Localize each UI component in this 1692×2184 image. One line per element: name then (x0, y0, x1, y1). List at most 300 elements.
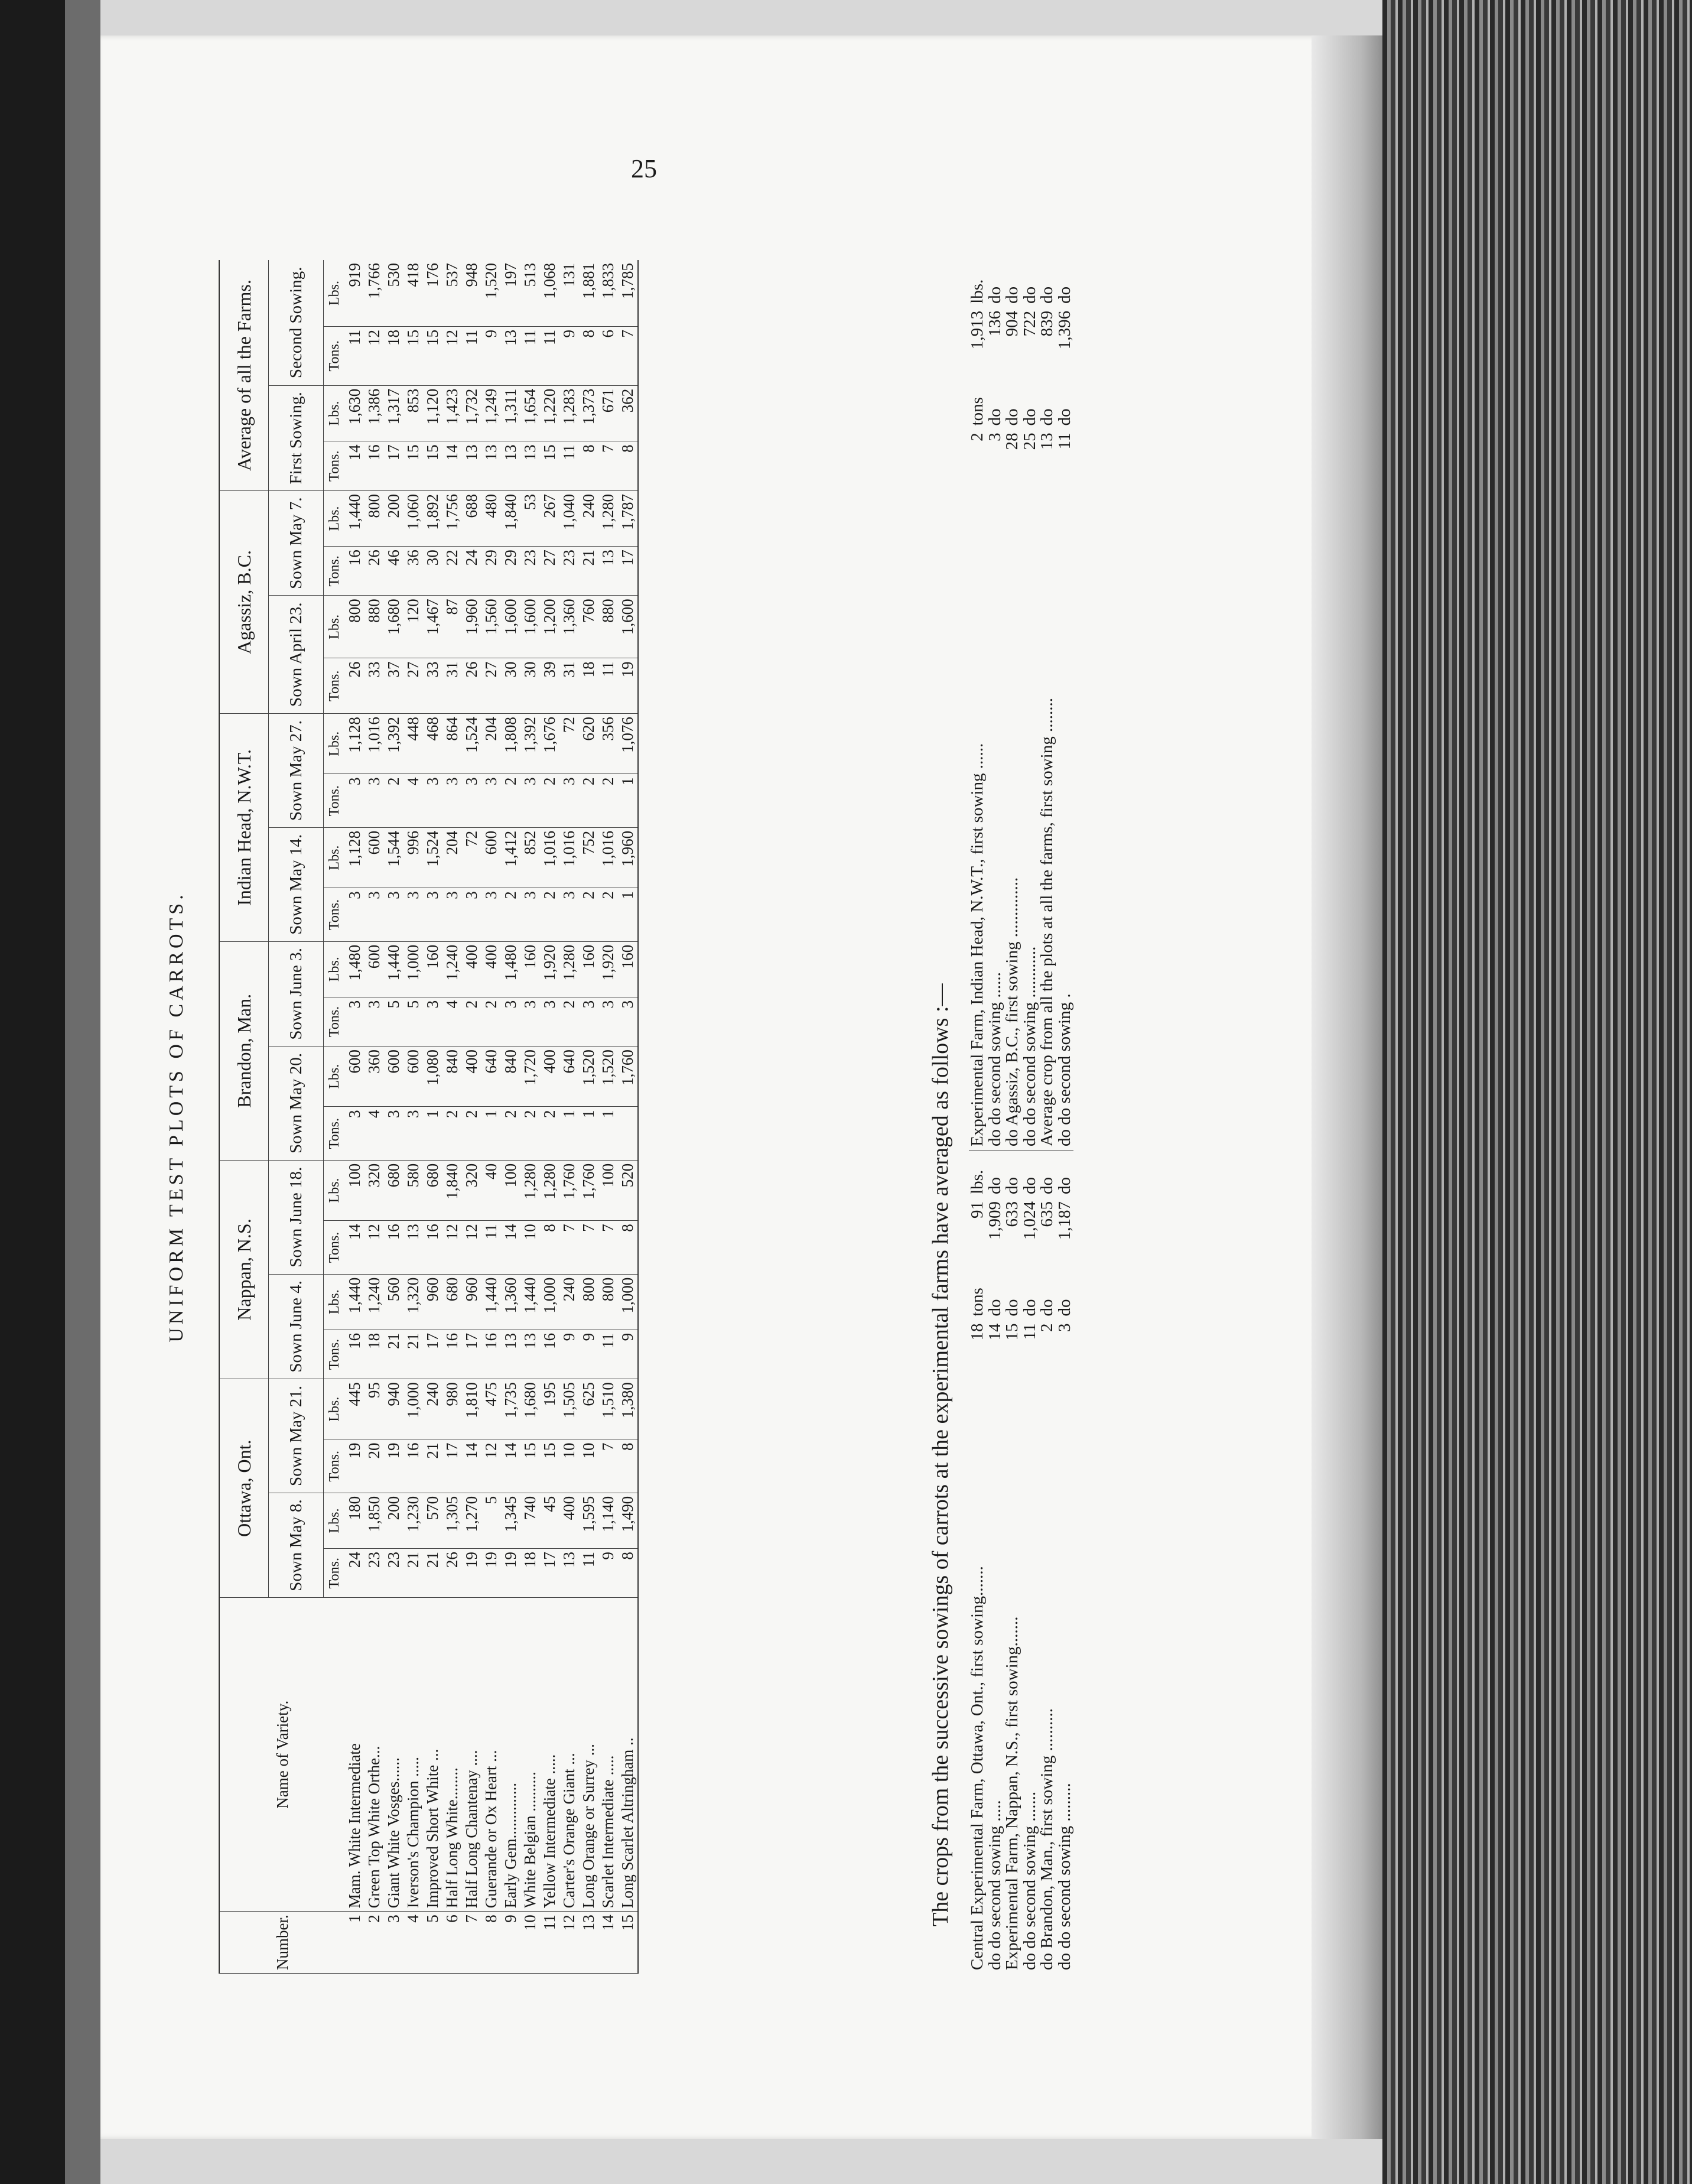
cell-tons: 3 (501, 997, 520, 1046)
cell-tons: 1 (598, 1107, 618, 1160)
cell-lbs: 1,060 (404, 490, 423, 546)
cell-tons: 33 (365, 658, 384, 714)
summary-row (1021, 260, 1039, 1974)
cell-tons: 27 (404, 658, 423, 714)
table-row (618, 260, 638, 1974)
cell-tons: 20 (365, 1439, 384, 1493)
cell-tons: 39 (540, 658, 559, 714)
cell-tons: 6 (598, 326, 618, 385)
cell-lbs: 1,412 (501, 827, 520, 888)
summary-tons: 11 (1055, 433, 1074, 450)
cell-lbs: 600 (365, 941, 384, 997)
unit-lbs: Lbs. (324, 1046, 346, 1107)
cell-tons: 17 (384, 441, 404, 491)
summary-lbs-unit: do (1020, 286, 1039, 304)
summary-intro: The crops from the successive sowings of carrots at the experimental farms have averaged as follows :— (928, 983, 953, 1926)
summary-tons-unit: do (1037, 408, 1057, 426)
cell-tons: 29 (481, 547, 501, 596)
cell-lbs: 919 (345, 260, 365, 326)
cell-lbs: 537 (442, 260, 462, 326)
header-sown: Sown May 8. (269, 1493, 324, 1597)
cell-lbs: 1,076 (618, 714, 638, 774)
row-number: 14 (598, 1912, 618, 1974)
cell-lbs: 740 (520, 1493, 540, 1548)
cell-lbs: 640 (481, 1046, 501, 1107)
cell-lbs: 95 (365, 1379, 384, 1439)
cell-lbs: 1,240 (365, 1274, 384, 1330)
cell-tons: 21 (579, 547, 598, 596)
cell-tons: 31 (442, 658, 462, 714)
summary-lbs: 1,024 (1020, 1201, 1039, 1240)
cell-tons: 7 (579, 1221, 598, 1274)
row-number: 1 (345, 1912, 365, 1974)
summary-lbs: 904 (1003, 310, 1022, 337)
summary-label: Experimental Farm, Indian Head, N.W.T., first sowing ...... (969, 466, 987, 1150)
cell-tons: 21 (404, 1330, 423, 1379)
cell-lbs: 1,345 (501, 1493, 520, 1548)
cell-tons: 29 (501, 547, 520, 596)
summary-label: do do second sowing ..... (985, 1800, 1004, 1970)
cell-tons: 2 (559, 997, 579, 1046)
cell-tons: 9 (579, 1330, 598, 1379)
summary-lbs: 722 (1020, 310, 1039, 337)
cell-tons: 3 (559, 774, 579, 827)
unit-tons: Tons. (324, 658, 346, 714)
cell-tons: 19 (501, 1549, 520, 1598)
cell-tons: 11 (598, 1330, 618, 1379)
header-sown: Sown May 7. (269, 490, 324, 595)
cell-tons: 17 (442, 1439, 462, 1493)
summary-tons-unit: do (1055, 408, 1074, 426)
cell-lbs: 87 (442, 596, 462, 658)
cell-tons: 13 (404, 1221, 423, 1274)
cell-lbs: 1,249 (481, 385, 501, 441)
summary-tons-unit: tons (968, 1288, 987, 1317)
unit-tons: Tons. (324, 441, 346, 491)
cell-tons: 3 (404, 1107, 423, 1160)
cell-lbs: 1,595 (579, 1493, 598, 1548)
cell-lbs: 960 (423, 1274, 442, 1330)
header-sown: Sown May 21. (269, 1379, 324, 1493)
summary-row (987, 260, 1004, 1974)
cell-tons: 13 (559, 1549, 579, 1598)
variety-name: Long Scarlet Altringham .. (618, 1598, 638, 1912)
header-sown: Sown May 14. (269, 827, 324, 941)
variety-name: Mam. White Intermediate (345, 1598, 365, 1912)
cell-lbs: 1,810 (462, 1379, 481, 1439)
cell-tons: 10 (520, 1221, 540, 1274)
unit-tons: Tons. (324, 1439, 346, 1493)
cell-lbs: 880 (365, 596, 384, 658)
row-number: 4 (404, 1912, 423, 1974)
cell-lbs: 1,524 (423, 827, 442, 888)
unit-tons: Tons. (324, 1221, 346, 1274)
cell-lbs: 1,220 (540, 385, 559, 441)
cell-lbs: 1,960 (618, 827, 638, 888)
table-row (559, 260, 579, 1974)
cell-lbs: 520 (618, 1160, 638, 1220)
cell-tons: 3 (618, 997, 638, 1046)
cell-lbs: 1,756 (442, 490, 462, 546)
cell-tons: 3 (384, 888, 404, 941)
cell-tons: 17 (462, 1330, 481, 1379)
cell-lbs: 1,283 (559, 385, 579, 441)
cell-lbs: 1,440 (384, 941, 404, 997)
cell-lbs: 53 (520, 490, 540, 546)
table-title: UNIFORM TEST PLOTS OF CARROTS. (165, 891, 187, 1343)
cell-lbs: 72 (462, 827, 481, 888)
row-number: 7 (462, 1912, 481, 1974)
cell-lbs: 864 (442, 714, 462, 774)
header-sown: Sown May 27. (269, 714, 324, 828)
cell-tons: 3 (540, 997, 559, 1046)
cell-tons: 21 (384, 1330, 404, 1379)
cell-tons: 8 (618, 1221, 638, 1274)
unit-lbs: Lbs. (324, 260, 346, 326)
summary-row (1039, 260, 1056, 1974)
cell-lbs: 1,480 (345, 941, 365, 997)
summary-tons: 14 (985, 1323, 1004, 1341)
cell-lbs: 1,080 (423, 1046, 442, 1107)
cell-tons: 19 (345, 1439, 365, 1493)
cell-lbs: 1,760 (559, 1160, 579, 1220)
left-page-edge (65, 0, 100, 2184)
cell-tons: 26 (345, 658, 365, 714)
cell-lbs: 195 (540, 1379, 559, 1439)
cell-lbs: 1,230 (404, 1493, 423, 1548)
cell-tons: 8 (618, 1549, 638, 1598)
cell-lbs: 1,016 (559, 827, 579, 888)
cell-tons: 4 (365, 1107, 384, 1160)
variety-name: Giant White Vosges...... (384, 1598, 404, 1912)
cell-lbs: 400 (481, 941, 501, 997)
cell-lbs: 360 (365, 1046, 384, 1107)
summary-label: do do second sowing ....... (1020, 1791, 1039, 1970)
summary-lbs: 91 (968, 1201, 987, 1218)
cell-lbs: 445 (345, 1379, 365, 1439)
cell-tons: 1 (559, 1107, 579, 1160)
cell-lbs: 1,787 (618, 490, 638, 546)
variety-name: Half Long Chantenay .... (462, 1598, 481, 1912)
cell-tons: 1 (481, 1107, 501, 1160)
cell-tons: 3 (520, 997, 540, 1046)
cell-lbs: 852 (520, 827, 540, 888)
cell-tons: 2 (501, 774, 520, 827)
unit-tons: Tons. (324, 547, 346, 596)
summary-lbs-unit: do (1055, 1176, 1074, 1194)
cell-lbs: 240 (423, 1379, 442, 1439)
cell-lbs: 240 (559, 1274, 579, 1330)
carrot-test-table (219, 260, 639, 1974)
cell-lbs: 1,240 (442, 941, 462, 997)
cell-tons: 3 (598, 997, 618, 1046)
cell-lbs: 513 (520, 260, 540, 326)
cell-tons: 12 (442, 1221, 462, 1274)
unit-lbs: Lbs. (324, 1379, 346, 1439)
cell-lbs: 1,128 (345, 827, 365, 888)
cell-lbs: 356 (598, 714, 618, 774)
summary-tons: 3 (985, 433, 1004, 441)
cell-lbs: 880 (598, 596, 618, 658)
cell-tons: 18 (384, 326, 404, 385)
unit-tons: Tons. (324, 997, 346, 1046)
table-row (384, 260, 404, 1974)
cell-lbs: 570 (423, 1493, 442, 1548)
unit-lbs: Lbs. (324, 385, 346, 441)
unit-tons: Tons. (324, 326, 346, 385)
cell-tons: 36 (404, 547, 423, 596)
cell-tons: 2 (520, 1107, 540, 1160)
cell-lbs: 1,305 (442, 1493, 462, 1548)
table-row (598, 260, 618, 1974)
cell-lbs: 1,654 (520, 385, 540, 441)
book-page-edges (1382, 0, 1692, 2184)
cell-lbs: 1,000 (618, 1274, 638, 1330)
header-sown: Sown April 23. (269, 596, 324, 714)
cell-tons: 2 (598, 774, 618, 827)
row-number: 12 (559, 1912, 579, 1974)
cell-lbs: 688 (462, 490, 481, 546)
cell-tons: 17 (618, 547, 638, 596)
cell-tons: 26 (365, 547, 384, 596)
cell-tons: 12 (462, 1221, 481, 1274)
cell-tons: 8 (618, 441, 638, 491)
cell-tons: 5 (404, 997, 423, 1046)
cell-tons: 5 (384, 997, 404, 1046)
summary-row (969, 260, 987, 1974)
variety-name: Scarlet Intermediate ..... (598, 1598, 618, 1912)
cell-lbs: 640 (559, 1046, 579, 1107)
cell-lbs: 1,392 (384, 714, 404, 774)
cell-lbs: 1,200 (540, 596, 559, 658)
cell-lbs: 1,467 (423, 596, 442, 658)
cell-tons: 1 (423, 1107, 442, 1160)
unit-tons: Tons. (324, 1107, 346, 1160)
summary-tons-unit: do (1037, 1299, 1057, 1317)
cell-tons: 3 (442, 774, 462, 827)
cell-tons: 21 (423, 1439, 442, 1493)
cell-lbs: 760 (579, 596, 598, 658)
cell-tons: 13 (501, 441, 520, 491)
cell-tons: 3 (423, 997, 442, 1046)
cell-tons: 16 (540, 1330, 559, 1379)
cell-lbs: 625 (579, 1379, 598, 1439)
summary-lbs-unit: do (985, 1176, 1004, 1194)
cell-lbs: 1,440 (345, 1274, 365, 1330)
cell-tons (618, 1107, 638, 1160)
variety-name: Half Long White........ (442, 1598, 462, 1912)
cell-tons: 37 (384, 658, 404, 714)
summary-tons: 15 (1003, 1323, 1022, 1341)
variety-name: Carter's Orange Giant ... (559, 1598, 579, 1912)
summary-tons-unit: do (985, 1299, 1004, 1317)
cell-tons: 16 (345, 547, 365, 596)
cell-tons: 14 (345, 441, 365, 491)
summary-tons: 28 (1003, 433, 1022, 450)
cell-tons: 24 (345, 1549, 365, 1598)
cell-lbs: 1,440 (520, 1274, 540, 1330)
summary-tons: 13 (1037, 433, 1057, 450)
cell-lbs: 1,380 (618, 1379, 638, 1439)
cell-lbs: 1,490 (618, 1493, 638, 1548)
summary-label: do Brandon, Man., first sowing .......... (1037, 1708, 1057, 1970)
unit-tons: Tons. (324, 1330, 346, 1379)
cell-lbs: 948 (462, 260, 481, 326)
cell-tons: 3 (345, 1107, 365, 1160)
unit-lbs: Lbs. (324, 1493, 346, 1548)
cell-lbs: 960 (462, 1274, 481, 1330)
summary-label: do do second sowing ...... (987, 466, 1004, 1150)
cell-lbs: 800 (598, 1274, 618, 1330)
variety-name: White Belgian .......... (520, 1598, 540, 1912)
cell-lbs: 1,808 (501, 714, 520, 774)
cell-tons: 15 (404, 441, 423, 491)
cell-tons: 19 (618, 658, 638, 714)
header-variety: Name of Variety. (219, 1598, 345, 1912)
cell-lbs: 320 (462, 1160, 481, 1220)
cell-tons: 8 (579, 441, 598, 491)
cell-tons: 3 (404, 888, 423, 941)
cell-lbs: 1,544 (384, 827, 404, 888)
cell-lbs: 468 (423, 714, 442, 774)
cell-tons: 3 (345, 997, 365, 1046)
cell-tons: 3 (365, 774, 384, 827)
page-edge-shadow (1312, 35, 1394, 2139)
header-sown: Sown June 3. (269, 941, 324, 1046)
row-number: 9 (501, 1912, 520, 1974)
cell-tons: 2 (501, 888, 520, 941)
row-number: 2 (365, 1912, 384, 1974)
cell-tons: 4 (442, 997, 462, 1046)
cell-tons: 7 (618, 326, 638, 385)
cell-lbs: 176 (423, 260, 442, 326)
summary-lbs: 1,396 (1055, 310, 1074, 350)
cell-tons: 9 (559, 326, 579, 385)
cell-lbs: 100 (598, 1160, 618, 1220)
cell-lbs: 840 (442, 1046, 462, 1107)
cell-lbs: 1,840 (501, 490, 520, 546)
cell-tons: 3 (384, 1107, 404, 1160)
row-number: 5 (423, 1912, 442, 1974)
cell-lbs: 240 (579, 490, 598, 546)
header-sown: Sown June 18. (269, 1160, 324, 1274)
summary-lbs: 136 (985, 310, 1004, 337)
cell-tons: 15 (423, 326, 442, 385)
cell-tons: 23 (559, 547, 579, 596)
header-group-ottawa: Ottawa, Ont. (219, 1379, 269, 1598)
cell-tons: 14 (501, 1439, 520, 1493)
cell-lbs: 1,524 (462, 714, 481, 774)
summary-body (969, 260, 1073, 1974)
cell-lbs: 200 (384, 1493, 404, 1548)
summary-lbs-unit: do (1037, 1176, 1057, 1194)
cell-lbs: 671 (598, 385, 618, 441)
unit-lbs: Lbs. (324, 1274, 346, 1330)
cell-lbs: 800 (345, 596, 365, 658)
cell-tons: 16 (365, 441, 384, 491)
cell-tons: 1 (618, 888, 638, 941)
summary-lbs-unit: do (985, 286, 1004, 304)
cell-tons: 3 (520, 888, 540, 941)
cell-lbs: 5 (481, 1493, 501, 1548)
summary-row (1056, 260, 1074, 1974)
cell-lbs: 400 (462, 1046, 481, 1107)
cell-tons: 14 (345, 1221, 365, 1274)
cell-lbs: 560 (384, 1274, 404, 1330)
cell-lbs: 160 (520, 941, 540, 997)
cell-tons: 11 (540, 326, 559, 385)
cell-tons: 3 (423, 888, 442, 941)
header-group-agassiz: Agassiz, B.C. (219, 490, 269, 713)
cell-lbs: 580 (404, 1160, 423, 1220)
cell-tons: 3 (462, 774, 481, 827)
cell-tons: 27 (481, 658, 501, 714)
cell-tons: 15 (520, 1439, 540, 1493)
cell-lbs: 1,373 (579, 385, 598, 441)
cell-lbs: 160 (618, 941, 638, 997)
cell-lbs: 131 (559, 260, 579, 326)
cell-tons: 10 (579, 1439, 598, 1493)
cell-lbs: 1,680 (520, 1379, 540, 1439)
cell-tons: 2 (442, 1107, 462, 1160)
cell-lbs: 400 (462, 941, 481, 997)
cell-lbs: 1,423 (442, 385, 462, 441)
summary-lbs: 1,187 (1055, 1201, 1074, 1240)
variety-name: Yellow Intermediate ..... (540, 1598, 559, 1912)
cell-lbs: 1,600 (520, 596, 540, 658)
cell-tons: 13 (501, 326, 520, 385)
table-row (540, 260, 559, 1974)
cell-lbs: 1,920 (598, 941, 618, 997)
cell-tons: 16 (442, 1330, 462, 1379)
cell-lbs: 620 (579, 714, 598, 774)
cell-tons: 10 (559, 1439, 579, 1493)
table-row (442, 260, 462, 1974)
cell-tons: 3 (462, 888, 481, 941)
cell-lbs: 45 (540, 1493, 559, 1548)
unit-tons: Tons. (324, 1549, 346, 1598)
cell-lbs: 1,270 (462, 1493, 481, 1548)
cell-lbs: 400 (540, 1046, 559, 1107)
cell-tons: 16 (423, 1221, 442, 1274)
cell-lbs: 1,280 (598, 490, 618, 546)
cell-tons: 30 (501, 658, 520, 714)
cell-lbs: 1,000 (540, 1274, 559, 1330)
header-sown: Second Sowing. (269, 260, 324, 385)
cell-lbs: 1,680 (384, 596, 404, 658)
cell-tons: 18 (520, 1549, 540, 1598)
cell-lbs: 600 (365, 827, 384, 888)
summary-tons-unit: do (1003, 408, 1022, 426)
cell-lbs: 200 (384, 490, 404, 546)
cell-lbs: 940 (384, 1379, 404, 1439)
summary-lbs-unit: do (1020, 1176, 1039, 1194)
summary-tons-unit: tons (968, 397, 987, 426)
unit-lbs: Lbs. (324, 1160, 346, 1220)
cell-tons: 2 (462, 1107, 481, 1160)
cell-tons: 13 (598, 547, 618, 596)
cell-lbs: 1,892 (423, 490, 442, 546)
cell-tons: 11 (462, 326, 481, 385)
summary-tons: 25 (1020, 433, 1039, 450)
summary-label: do do second sowing ............ (1021, 466, 1039, 1150)
unit-lbs: Lbs. (324, 490, 346, 546)
cell-lbs: 362 (618, 385, 638, 441)
cell-tons: 9 (598, 1549, 618, 1598)
unit-tons: Tons. (324, 888, 346, 941)
summary-lbs: 1,913 (968, 310, 987, 350)
cell-lbs: 1,480 (501, 941, 520, 997)
